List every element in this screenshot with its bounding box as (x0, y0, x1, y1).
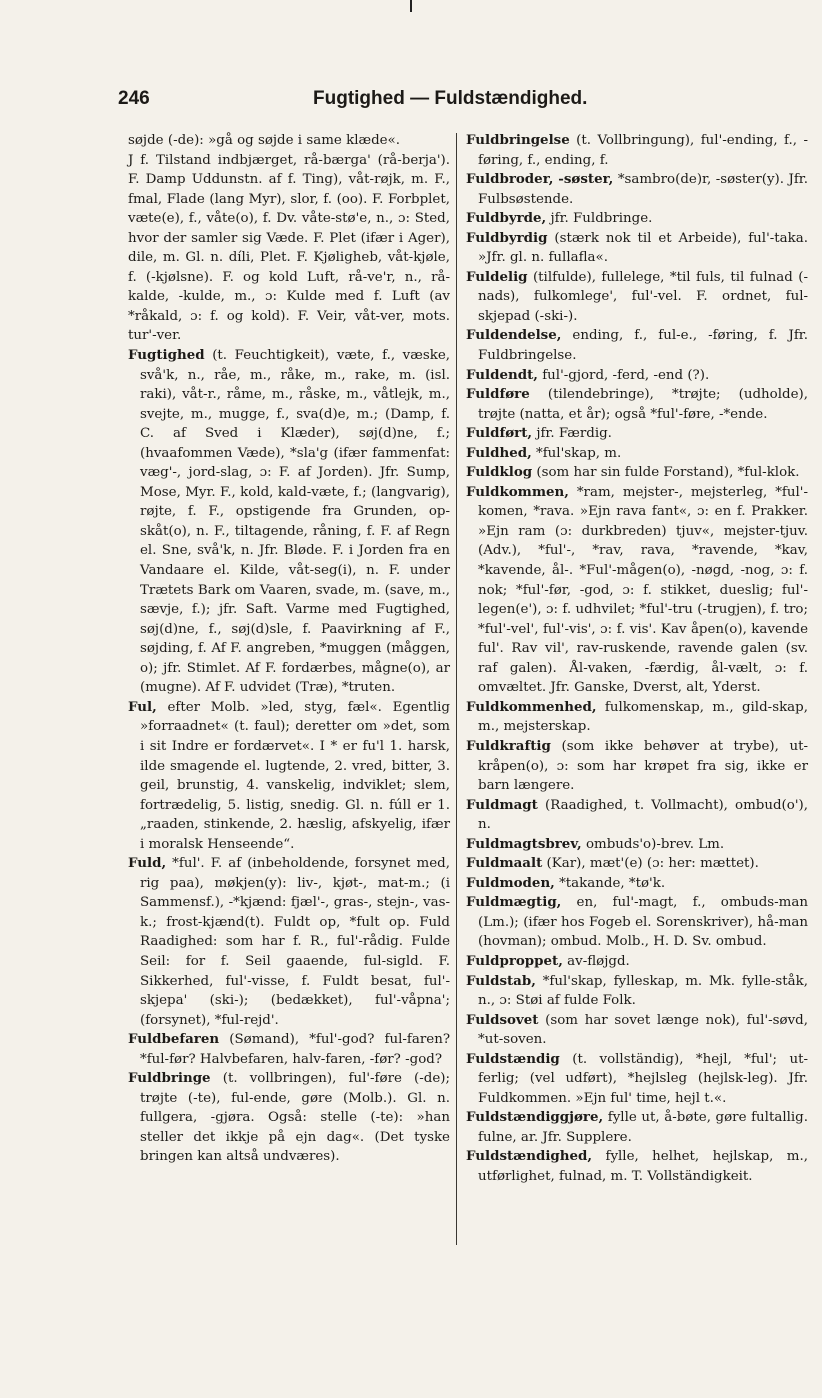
dictionary-entry (466, 268, 808, 327)
dictionary-entry (466, 737, 808, 796)
entry-headword: Fuldbringe (128, 1070, 211, 1087)
dictionary-entry (466, 424, 808, 444)
entry-text: *ful'skap, m. (536, 445, 622, 461)
entry-text: av-fløjgd. (567, 953, 630, 969)
dictionary-entry (466, 972, 808, 1011)
running-title: Fugtighed — Fuldstændighed. (313, 88, 588, 109)
entry-headword: Fuldelig (466, 268, 528, 285)
entry-text: (t. vollbringen), ful'-føre (-de); trøjte (-te), ful-ende, gøre (Molb.). Gl. n. fullgera, -gjøra. Også: stelle (-te): »han steller det ikkje på ejn dag«. (Det tyske bringen kan altså undværes). (140, 1071, 450, 1165)
entry-text: ful'-gjord, -ferd, -end (?). (542, 367, 710, 383)
entry-headword: Fuldbefaren (128, 1031, 220, 1048)
column-divider (456, 133, 457, 1245)
page-header (118, 88, 718, 118)
entry-headword: Fuldført, (466, 425, 533, 442)
entry-headword: Fuldproppet, (466, 952, 563, 969)
entry-text: fylle, helhet, hejlskap, m., utførlighet, fulnad, m. T. Vollständigkeit. (478, 1149, 809, 1184)
entry-headword: Fuldhed, (466, 444, 532, 461)
entry-text: (t. Feuchtigkeit), væte, f., væske, svå'k, n., råe, m., råke, m., rake, m. (isl. raki), våt-r., råme, m., råske, m., våtlejk, m., svejte, m., mugge, f., sva(d)e, m.; (Damp, f. C. af Sved i Klæder), søj(d)ne, f.; (hvaafommen Væde), *sla'g (ifær fammenfat: væg'-, jord-slag, ɔ: F. af Jorden). Jfr. Sump, Mose, Myr. F., kold, kald-væte, f.; (langvarig), røjte, f. F., opstigende fra Grunden, op-skåt(o), n. F., tiltagende, råning, f. F. af Regn el. Sne, svå'k, n. Jfr. Bløde. F. i Jorden fra en Vandaare el. Kilde, våt-seg(i), n. F. under Trætets Bark om Vaaren, svade, m. (save, m., sævje, f.); jfr. Saft. Varme med Fugtighed, søj(d)ne, f., søj(d)sle, f. Paavirkning af F., søjding, f. Af F. angreben, *muggen (måggen, o); jfr. Stimlet. Af F. fordærbes, mågne(o), ar (mugne). Af F. udvidet (Træ), *truten. (140, 348, 451, 696)
entry-text: ending, f., ful-e., -føring, f. Jfr. Fuldbringelse. (478, 328, 808, 364)
entry-text: fylle ut, å-bøte, gøre fultallig. fulne, ar. Jfr. Supplere. (478, 1110, 808, 1145)
dictionary-entry (466, 893, 808, 952)
dictionary-entry (466, 854, 808, 874)
page-number: 246 (118, 88, 150, 109)
dictionary-entry (128, 151, 450, 346)
entry-text: (Sømand), *ful'-god? ful-faren? *ful-før? Halvbefaren, halv-faren, -før? -god? (140, 1032, 451, 1067)
dictionary-entry (466, 385, 808, 424)
dictionary-entry (128, 1069, 450, 1167)
entry-headword: Fuldbroder, -søster, (466, 171, 614, 188)
entry-text: ombuds'o)-brev. Lm. (585, 836, 725, 852)
entry-headword: Fuldstændighed, (466, 1148, 593, 1165)
entry-text: (som ikke behøver at trybe), ut-kråpen(o), ɔ: som har krøpet fra sig, ikke er barn længere. (478, 738, 808, 794)
entry-text: en, ful'-magt, f., ombuds-man (Lm.); (ifær hos Fogeb el. Sorenskriver), hå-man (hovman); ombud. Molb., H. D. Sv. ombud. (478, 895, 808, 950)
entry-text: jfr. Færdig. (536, 426, 612, 442)
entry-headword: Fuldbyrde, (466, 210, 547, 227)
entry-headword: Fuldkraftig (466, 737, 551, 754)
entry-text: (stærk nok til et Arbeide), ful'-taka. »Jfr. gl. n. fullafla«. (478, 230, 808, 266)
entry-headword: Fuldkommen, (466, 483, 569, 500)
dictionary-entry (466, 835, 808, 855)
entry-headword: Fuldbringelse (466, 132, 570, 148)
dictionary-entry (466, 796, 808, 835)
entry-text: jfr. Fuldbringe. (550, 211, 653, 227)
entry-text: J f. Tilstand indbjærget, rå-bærga' (rå-berja'). F. Damp Uddunstn. af f. Ting), våt-røjk, m. F., fmal, Flade (lang Myr), slor, f. (oo). F. Forbplet, væte(e), f., våte(o), f. Dv. våte-stø'e, n., ɔ: Sted, hvor der samler sig Væde. F. Plet (ifær i Ager), dile, m. Gl. n. díli, Plet. F. Kjøligheb, våt-kjøle, f. (-kjølsne). F. og kold Luft, rå-ve'r, n., rå-kalde, -kulde, m., ɔ: Kulde med f. Luft (av *råkald, ɔ: f. og kold). F. Veir, våt-ver, mots. tur'-ver. (128, 152, 450, 344)
dictionary-entry (466, 483, 808, 698)
dictionary-entry (466, 1147, 808, 1186)
entry-text: (tilfulde), fullelege, *til fuls, til fulnad (-nads), fulkomlege', ful'-vel. F. ordnet, ful-skjepad (-ski-). (478, 269, 808, 324)
dictionary-entry (466, 952, 808, 972)
entry-text: (tilendebringe), *trøjte; (udholde), trøjte (natta, et år); også *ful'-føre, -*ende. (478, 387, 808, 422)
entry-headword: Fuldmagtsbrev, (466, 835, 582, 852)
entry-text: (t. vollständig), *hejl, *ful'; ut-ferlig; (vel udført), *hejlsleg (hejlsk-leg). Jfr. Fuldkommen. »Ejn ful' time, hejl t.«. (478, 1051, 808, 1106)
entry-text: *ful'skap, fylleskap, m. Mk. fylle-ståk, n., ɔ: Støi af fulde Folk. (478, 973, 808, 1009)
entry-headword: Fuld, (128, 855, 167, 872)
entry-headword: Fuldmægtig, (466, 894, 562, 911)
dictionary-entry (128, 854, 450, 1030)
dictionary-entry (466, 229, 808, 268)
entry-text: (som har sovet længe nok), ful'-søvd, *ut-soven. (478, 1012, 808, 1048)
entry-headword: Fuldmagt (466, 796, 538, 813)
top-rule (410, 0, 412, 12)
dictionary-entry (466, 444, 808, 464)
dictionary-entry (466, 131, 808, 170)
entry-headword: Fuldmoden, (466, 874, 555, 891)
entry-headword: Fuldføre (466, 386, 530, 403)
entry-text: (Raadighed, t. Vollmacht), ombud(o'), n. (478, 797, 808, 833)
entry-headword: Ful, (128, 698, 157, 715)
dictionary-entry (128, 131, 450, 151)
dictionary-entry (466, 1050, 808, 1109)
dictionary-entry (466, 209, 808, 229)
dictionary-entry (466, 326, 808, 365)
entry-text: fulkomenskap, m., gild-skap, m., mejsterskap. (478, 699, 808, 735)
dictionary-entry (466, 170, 808, 209)
dictionary-entry (128, 698, 450, 854)
entry-text: (som har sin fulde Forstand), *ful-klok. (536, 465, 800, 481)
entry-headword: Fuldklog (466, 464, 533, 481)
entry-text: *sambro(de)r, -søster(y). Jfr. Fulbsøstende. (478, 172, 808, 207)
entry-headword: Fuldsovet (466, 1011, 539, 1028)
entry-text: *ful'. F. af (inbeholdende, forsynet med, rig paa), møkjen(y): liv-, kjøt-, mat-m.; (i Sammensf.), -*kjænd: fjæl'-, gras-, stejn-, vas-k.; frost-kjænd(t). Fuldt op, *fult op. Fuld Raadighed: som har f. R., ful'-rådig. Fulde Seil: for f. Seil gaaende, ful-sigld. F. Sikkerhed, ful'-visse, f. Fuldt besat, ful'-skjepa' (ski-); (bedækket), ful'-våpna'; (forsynet), *ful-rejd'. (140, 856, 450, 1028)
right-column (466, 131, 808, 1187)
dictionary-entry (466, 698, 808, 737)
entry-text: *takande, *tø'k. (559, 875, 666, 891)
entry-text: (Kar), mæt'(e) (ɔ: her: mættet). (546, 856, 759, 872)
entry-headword: Fuldstændiggjøre, (466, 1109, 604, 1126)
entry-text: søjde (-de): »gå og søjde i same klæde«. (128, 133, 401, 148)
entry-headword: Fuldendelse, (466, 327, 562, 344)
entry-text: (t. Vollbringung), ful'-ending, f., -føring, f., ending, f. (478, 133, 808, 168)
dictionary-entry (466, 1108, 808, 1147)
entry-text: *ram, mejster-, mejsterleg, *ful'-komen, *rava. »Ejn rava fant«, ɔ: en f. Prakker. »Ejn ram (ɔ: durkbreden) tjuv«, mejster-tjuv. (Adv.), *ful'-, *rav, rava, *ravende, *kav, *kavende, ål-. *Ful'-mågen(o), -nøgd, -nog, ɔ: f. nok; *ful'-før, -god, ɔ: f. stikket, dueslig; ful'-legen(e'), ɔ: f. udhvilet; *ful'-tru (-trugjen), f. tro; *ful'-vel', ful'-vis', ɔ: f. vis'. Kav åpen(o), kavende ful'. Rav vil', rav-ruskende, ravende galen (sv. raf galen). Ål-vaken, -færdig, ål-vælt, ɔ: f. omvæltet. Jfr. Ganske, Dverst, alt, Yderst. (478, 484, 808, 696)
entry-headword: Fuldstændig (466, 1050, 560, 1067)
dictionary-entry (466, 463, 808, 483)
dictionary-entry (466, 1011, 808, 1050)
left-column (128, 131, 450, 1167)
entry-headword: Fuldendt, (466, 366, 538, 383)
entry-headword: Fuldkommenhed, (466, 698, 597, 715)
entry-text: efter Molb. »led, styg, fæl«. Egentlig »forraadnet« (t. faul); deretter om »det, som i sit Indre er fordærvet«. I * er fu'l 1. harsk, ilde smagende el. lugtende, 2. vred, bitter, 3. geil, brunstig, 4. vanskelig, indviklet; slem, fortrædelig, 5. listig, snedig. Gl. n. fúll er 1. „raaden, stinkende, 2. hæslig, afskyelig, ifær i moralsk Henseende“. (140, 699, 450, 852)
dictionary-entry (128, 1030, 450, 1069)
entry-headword: Fuldstab, (466, 972, 536, 989)
dictionary-entry (466, 366, 808, 386)
entry-headword: Fuldmaalt (466, 855, 543, 872)
entry-headword: Fuldbyrdig (466, 229, 548, 246)
entry-headword: Fugtighed (128, 347, 205, 364)
dictionary-entry (128, 346, 450, 698)
dictionary-entry (466, 874, 808, 894)
